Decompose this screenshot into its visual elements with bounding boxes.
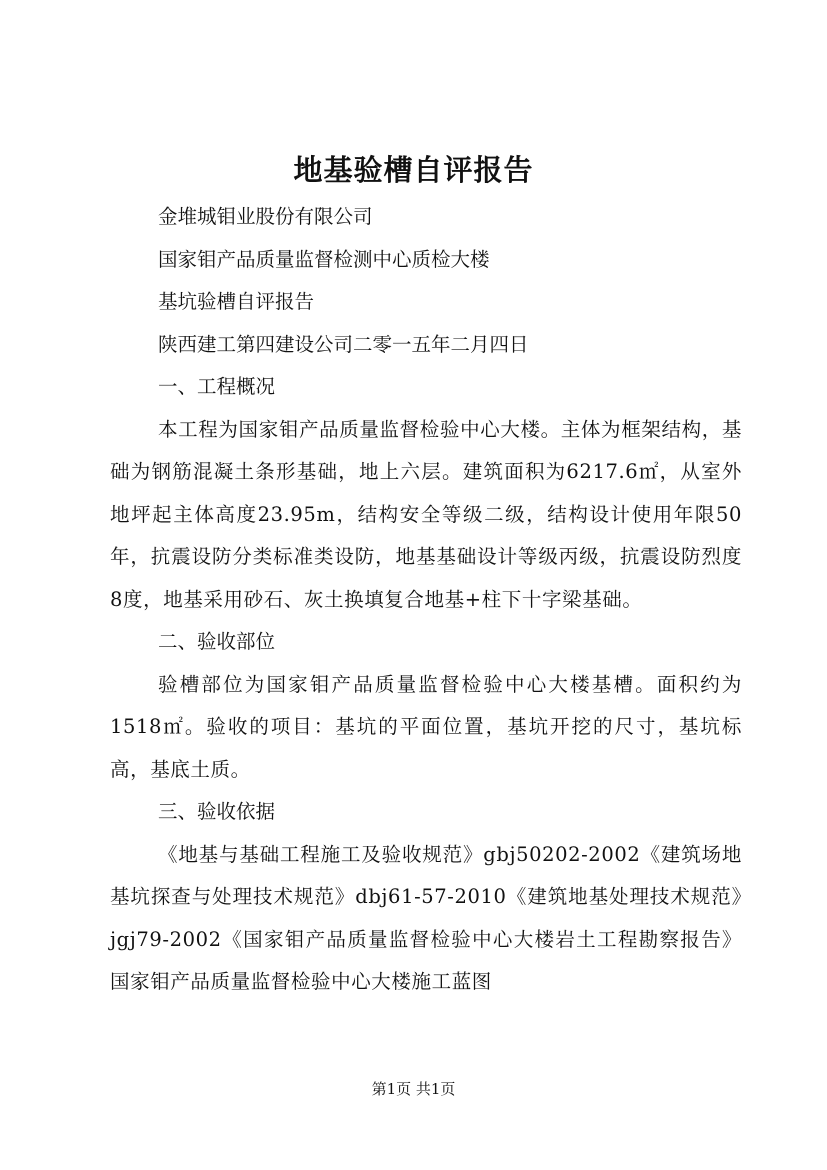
section-heading-acceptance-area: 二、验收部位: [158, 630, 276, 653]
document-title: 地基验槽自评报告: [293, 153, 534, 187]
project-name: 国家钼产品质量监督检测中心质检大楼: [158, 247, 490, 271]
document-body: [110, 196, 742, 1004]
company-name: 金堆城钼业股份有限公司: [158, 205, 373, 228]
section-heading-overview: 一、工程概况: [158, 375, 276, 398]
section-body-acceptance-basis: 《地基与基础工程施工及验收规范》gbj50202-2002《建筑场地基坑探查与处理技术规范》dbj61-57-2010《建筑地基处理技术规范》jgj79-2002《国家钼产品质量监督检验中心大楼岩土工程勘察报告》国家钼产品质量监督检验中心大楼施工蓝图: [110, 842, 742, 993]
section-body-overview: 本工程为国家钼产品质量监督检验中心大楼。主体为框架结构，基础为钢筋混凝土条形基础，地上六层。建筑面积为6217.6㎡，从室外地坪起主体高度23.95m，结构安全等级二级，结构设计使用年限50年，抗震设防分类标准类设防，地基基础设计等级丙级，抗震设防烈度8度，地基采用砂石、灰土换填复合地基+柱下十字梁基础。: [110, 417, 742, 611]
contractor-and-date: 陕西建工第四建设公司二零一五年二月四日: [158, 332, 529, 356]
page-footer: 第1页 共1页: [371, 1080, 456, 1098]
report-name: 基坑验槽自评报告: [158, 290, 315, 313]
section-body-acceptance-area: 验槽部位为国家钼产品质量监督检验中心大楼基槽。面积约为1518㎡。验收的项目：基坑的平面位置，基坑开挖的尺寸，基坑标高，基底土质。: [110, 672, 742, 781]
section-heading-acceptance-basis: 三、验收依据: [158, 800, 276, 823]
